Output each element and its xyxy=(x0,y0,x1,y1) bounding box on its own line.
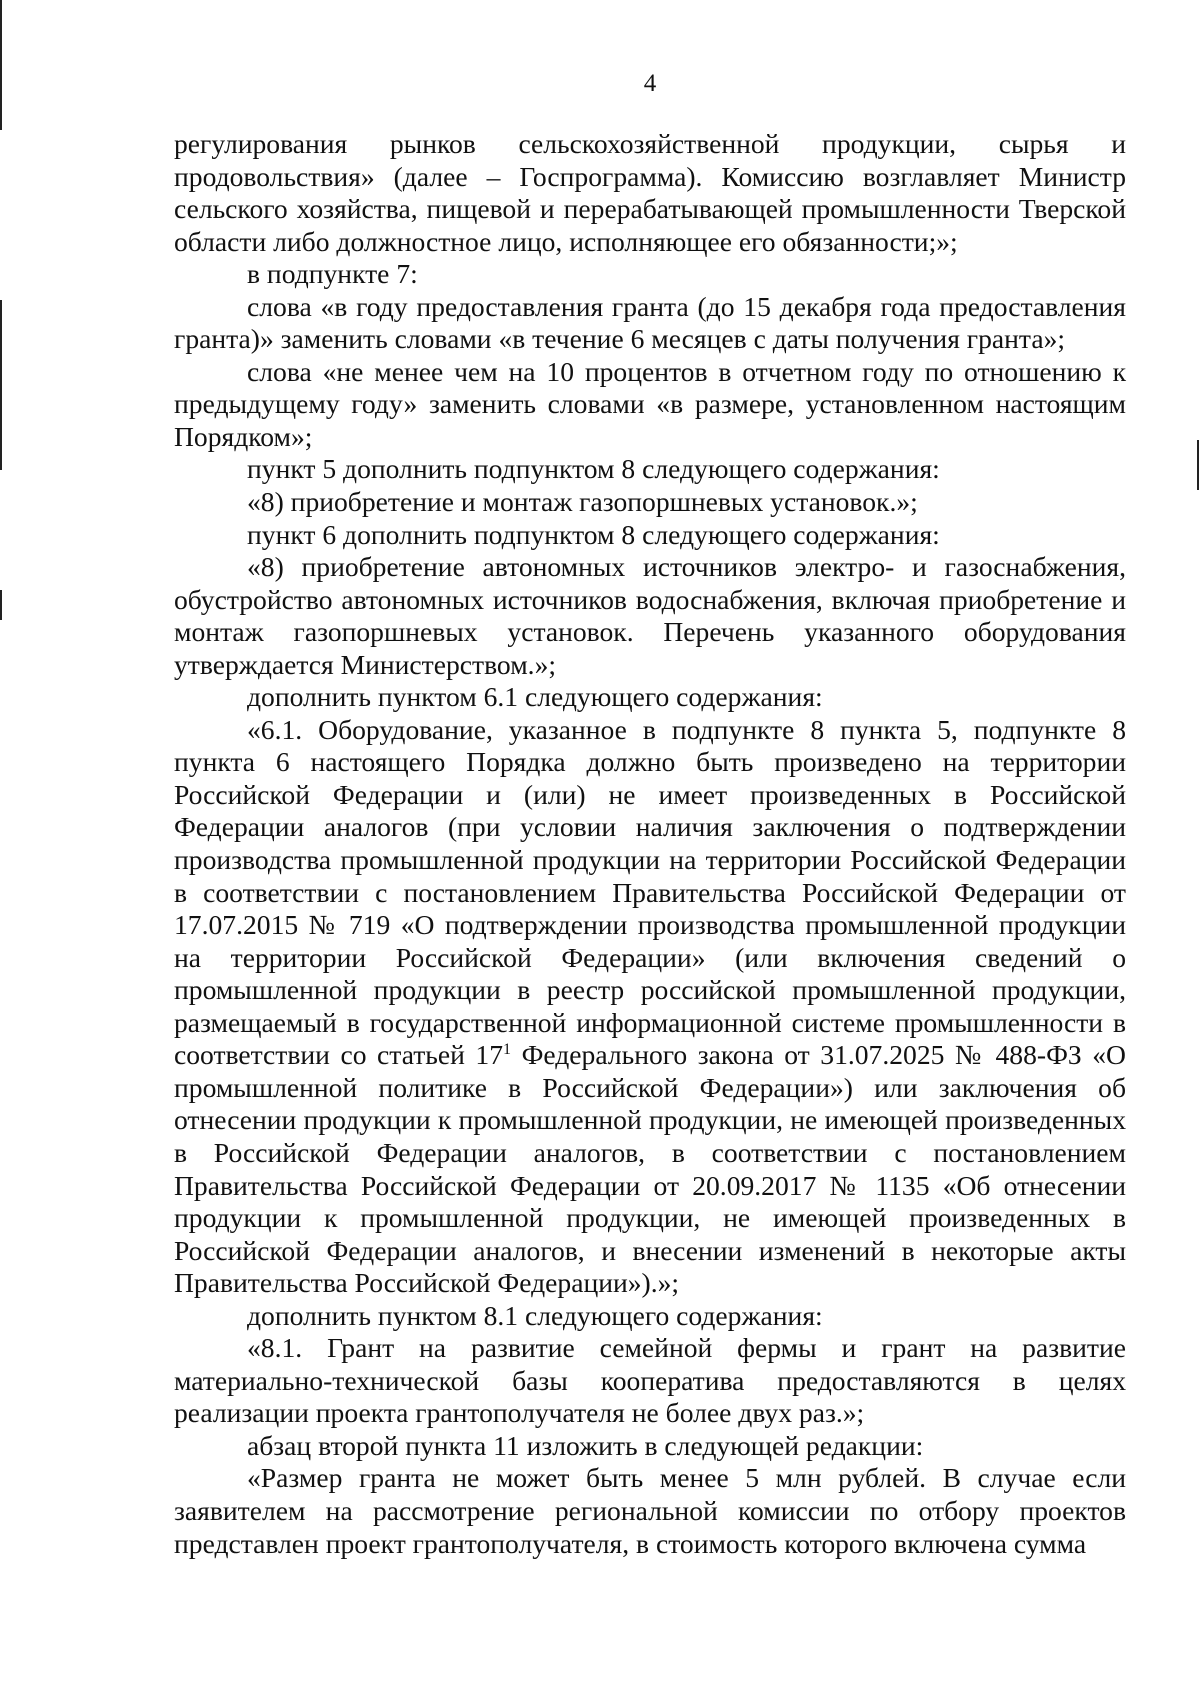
scan-edge-mark xyxy=(0,590,2,620)
paragraph: «8) приобретение автономных источников электро- и газоснабжения, обустройство автономных источников водоснабжения, включая приобретение и монтаж газопоршневых установок. Перечень указанного оборудования утверждается Министерством.»; xyxy=(174,551,1126,680)
document-body xyxy=(174,128,1126,1560)
paragraph-text: «6.1. Оборудование, указанное в подпункте 8 пункта 5, подпункте 8 пункта 6 настоящего Порядка должно быть произведено на территории Российской Федерации и (или) не имеет произведенных в Российской Федерации аналогов (при условии наличия заключения о подтверждении производства промышленной продукции на территории Российской Федерации в соответствии с постановлением Правительства Российской Федерации от 17.07.2015 № 719 «О подтверждении производства промышленной продукции на территории Российской Федерации» (или включения сведений о промышленной продукции в реестр российской промышленной продукции, размещаемый в государственной информационной системе промышленности в соответствии со статьей 17 xyxy=(174,713,1126,1071)
paragraph: пункт 5 дополнить подпунктом 8 следующего содержания: xyxy=(247,453,940,485)
paragraph: «8.1. Грант на развитие семейной фермы и грант на развитие материально-технической базы кооператива предоставляются в целях реализации проекта грантополучателя не более двух раз.»; xyxy=(174,1332,1126,1429)
page-number: 4 xyxy=(643,70,657,97)
scan-edge-mark xyxy=(0,300,2,470)
paragraph: абзац второй пункта 11 изложить в следующей редакции: xyxy=(247,1429,924,1461)
paragraph: пункт 6 дополнить подпунктом 8 следующего содержания: xyxy=(247,518,940,550)
scan-edge-mark xyxy=(1197,440,1199,490)
paragraph: слова «не менее чем на 10 процентов в отчетном году по отношению к предыдущему году» заменить словами «в размере, установленном настоящим Порядком»; xyxy=(174,355,1126,452)
paragraph: в подпункте 7: xyxy=(247,258,418,290)
paragraph: «8) приобретение и монтаж газопоршневых установок.»; xyxy=(247,486,918,518)
paragraph: «Размер гранта не может быть менее 5 млн рублей. В случае если заявителем на рассмотрение региональной комиссии по отбору проектов представлен проект грантополучателя, в стоимость которого включена сумма xyxy=(174,1462,1126,1559)
paragraph: дополнить пунктом 8.1 следующего содержания: xyxy=(247,1299,823,1331)
scan-edge-mark xyxy=(0,0,2,130)
paragraph: регулирования рынков сельскохозяйственной продукции, сырья и продовольствия» (далее – Госпрограмма). Комиссию возглавляет Министр сельского хозяйства, пищевой и перерабатывающей промышленности Тверской области либо должностное лицо, исполняющее его обязанности;»; xyxy=(174,128,1126,257)
paragraph-6-1 xyxy=(174,714,1126,1300)
paragraph: слова «в году предоставления гранта (до 15 декабря года предоставления гранта)» заменить словами «в течение 6 месяцев с даты получения гранта»; xyxy=(174,290,1126,355)
paragraph: дополнить пунктом 6.1 следующего содержания: xyxy=(247,681,823,713)
superscript: 1 xyxy=(503,1041,512,1059)
paragraph-text: Федерального закона от 31.07.2025 № 488-ФЗ «О промышленной политике в Российской Федерации») или заключения об отнесении продукции к промышленной продукции, не имеющей произведенных в Российской Федерации аналогов, в соответствии с постановлением Правительства Российской Федерации от 20.09.2017 № 1135 «Об отнесении продукции к промышленной продукции, не имеющей произведенных в Российской Федерации аналогов, и внесении изменений в некоторые акты Правительства Российской Федерации»).»; xyxy=(174,1039,1126,1299)
